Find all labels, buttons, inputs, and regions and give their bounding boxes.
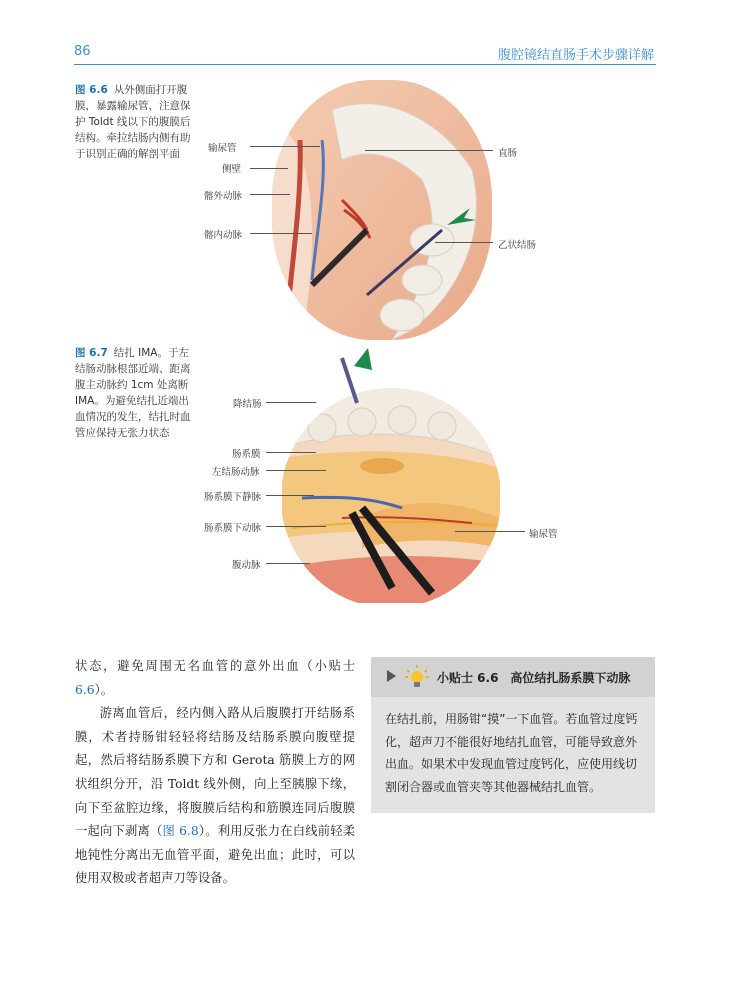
leader-line (266, 495, 314, 496)
leader-line (266, 470, 326, 471)
tip-reference[interactable]: 6.6 (75, 682, 95, 697)
leader-line (250, 168, 288, 169)
label-imv: 肠系膜下静脉 (204, 492, 262, 503)
figure-6-6-illustration (272, 80, 492, 340)
play-arrow-icon (387, 670, 396, 682)
leader-line (250, 146, 320, 147)
header-rule (74, 64, 656, 65)
leader-line (266, 452, 316, 453)
label-ima: 肠系膜下动脉 (204, 523, 262, 534)
paragraph-text: ）。 (94, 682, 114, 697)
leader-line (250, 194, 290, 195)
page-number: 86 (74, 44, 91, 59)
paragraph-text: 状态，避免周围无名血管的意外出血（小贴士 (75, 659, 355, 673)
figure-6-7-illustration (282, 348, 500, 603)
paragraph (75, 655, 355, 702)
label-rectum: 直肠 (498, 148, 518, 159)
label-descending-colon: 降结肠 (233, 399, 262, 410)
label-ureter-6-6: 输尿管 (208, 143, 237, 154)
paragraph-text: ）。利用反张力在白线前轻柔地钝性分离出无血管平面，避免出血；此时，可以使用双极或者超声刀等设备。 (75, 824, 355, 886)
tip-box (371, 657, 655, 813)
leader-line (435, 242, 493, 243)
lightbulb-icon (404, 664, 430, 690)
running-title: 腹腔镜结直肠手术步骤详解 (497, 48, 654, 63)
leader-line (266, 526, 326, 527)
leader-line (455, 531, 525, 532)
label-internal-iliac: 髂内动脉 (204, 230, 243, 241)
label-sigmoid: 乙状结肠 (498, 240, 537, 251)
tip-body: 在结扎前，用肠钳“摸”一下血管。若血管过度钙化，超声刀不能很好地结扎血管，可能导致意外出血。如果术中发现血管过度钙化，应使用线切割闭合器或血管夹等其他器械结扎血管。 (385, 712, 638, 794)
figure-6-7-caption-text: 结扎 IMA。于左结肠动脉根部近端、距离腹主动脉约 1cm 处离断 IMA。为避免结扎近端出血情况的发生，结扎时血管应保持无张力状态 (75, 347, 191, 439)
label-left-colic: 左结肠动脉 (212, 467, 260, 478)
label-side-wall: 侧壁 (222, 164, 242, 175)
figure-6-6-caption (75, 82, 193, 162)
leader-line (266, 402, 316, 403)
label-external-iliac: 髂外动脉 (204, 191, 243, 202)
leader-line (266, 563, 310, 564)
body-text (75, 655, 355, 891)
leader-line (250, 233, 312, 234)
label-aorta: 腹动脉 (232, 560, 261, 571)
figure-6-6-caption-text: 从外侧面打开腹膜，暴露输尿管，注意保护 Toldt 线以下的腹膜后结构。牵拉结肠内侧有助于识别正确的解剖平面 (75, 84, 191, 160)
tip-title: 小贴士 6.6 高位结扎肠系膜下动脉 (437, 671, 631, 685)
leader-line (365, 150, 493, 151)
figure-reference[interactable]: 图 6.8 (162, 824, 199, 839)
paragraph (75, 702, 355, 891)
label-ureter-6-7: 输尿管 (529, 529, 558, 540)
label-mesentery: 肠系膜 (232, 449, 261, 460)
figure-6-7-number: 图 6.7 (75, 347, 108, 359)
paragraph-text: 游离血管后，经内侧入路从后腹膜打开结肠系膜，术者持肠钳轻轻将结肠及结肠系膜向腹壁提起，然后将结肠系膜下方和 Gerota 筋膜上方的网状组织分开，沿 Toldt 线外侧，向上至胰腺下缘，向下至盆腔边缘，将腹膜后结构和筋膜连同后腹膜一起向下剥离（ (75, 706, 355, 839)
figure-6-6-number: 图 6.6 (75, 84, 108, 96)
figure-6-7-caption (75, 345, 193, 441)
